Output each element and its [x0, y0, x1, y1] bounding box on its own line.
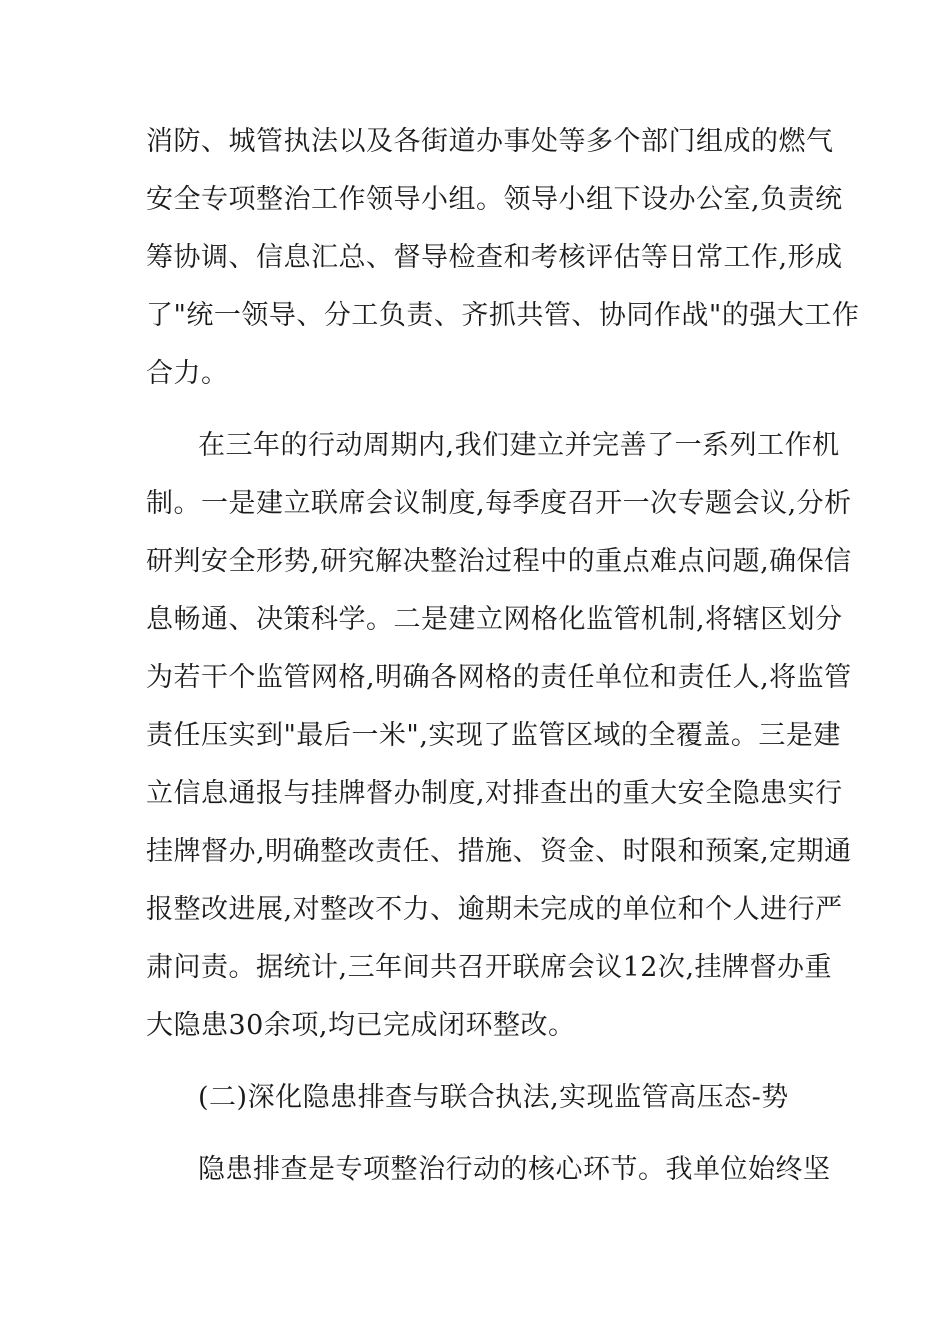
text-line: 立信息通报与挂牌督办制度,对排查出的重大安全隐患实行: [146, 778, 843, 809]
text-line: 挂牌督办,明确整改责任、措施、资金、时限和预案,定期通: [146, 836, 852, 867]
text-line: 制。一是建立联席会议制度,每季度召开一次专题会议,分析: [146, 488, 852, 519]
text-line: 研判安全形势,研究解决整治过程中的重点难点问题,确保信: [146, 546, 852, 577]
text-line: 合力。: [146, 358, 229, 389]
section-heading: (二)深化隐患排查与联合执法,实现监管高压态-势: [198, 1082, 789, 1113]
text-line: 消防、城管执法以及各街道办事处等多个部门组成的燃气: [146, 126, 834, 157]
text-line: 报整改进展,对整改不力、逾期未完成的单位和个人进行严: [146, 894, 843, 925]
text-line: 大隐患30余项,均已完成闭环整改。: [146, 1010, 576, 1041]
text-line: 责任压实到"最后一米",实现了监管区域的全覆盖。三是建: [146, 720, 841, 751]
paragraph-first-line: 在三年的行动周期内,我们建立并完善了一系列工作机: [198, 430, 840, 461]
text-line: 息畅通、决策科学。二是建立网格化监管机制,将辖区划分: [146, 604, 843, 635]
text-line: 安全专项整治工作领导小组。领导小组下设办公室,负责统: [146, 184, 843, 215]
text-line: 为若干个监管网格,明确各网格的责任单位和责任人,将监管: [146, 662, 852, 693]
text-line: 了"统一领导、分工负责、齐抓共管、协同作战"的强大工作: [146, 300, 860, 331]
paragraph-first-line: 隐患排查是专项整治行动的核心环节。我单位始终坚: [198, 1154, 831, 1185]
text-line: 筹协调、信息汇总、督导检查和考核评估等日常工作,形成: [146, 242, 843, 273]
text-line: 肃问责。据统计,三年间共召开联席会议12次,挂牌督办重: [146, 952, 833, 983]
